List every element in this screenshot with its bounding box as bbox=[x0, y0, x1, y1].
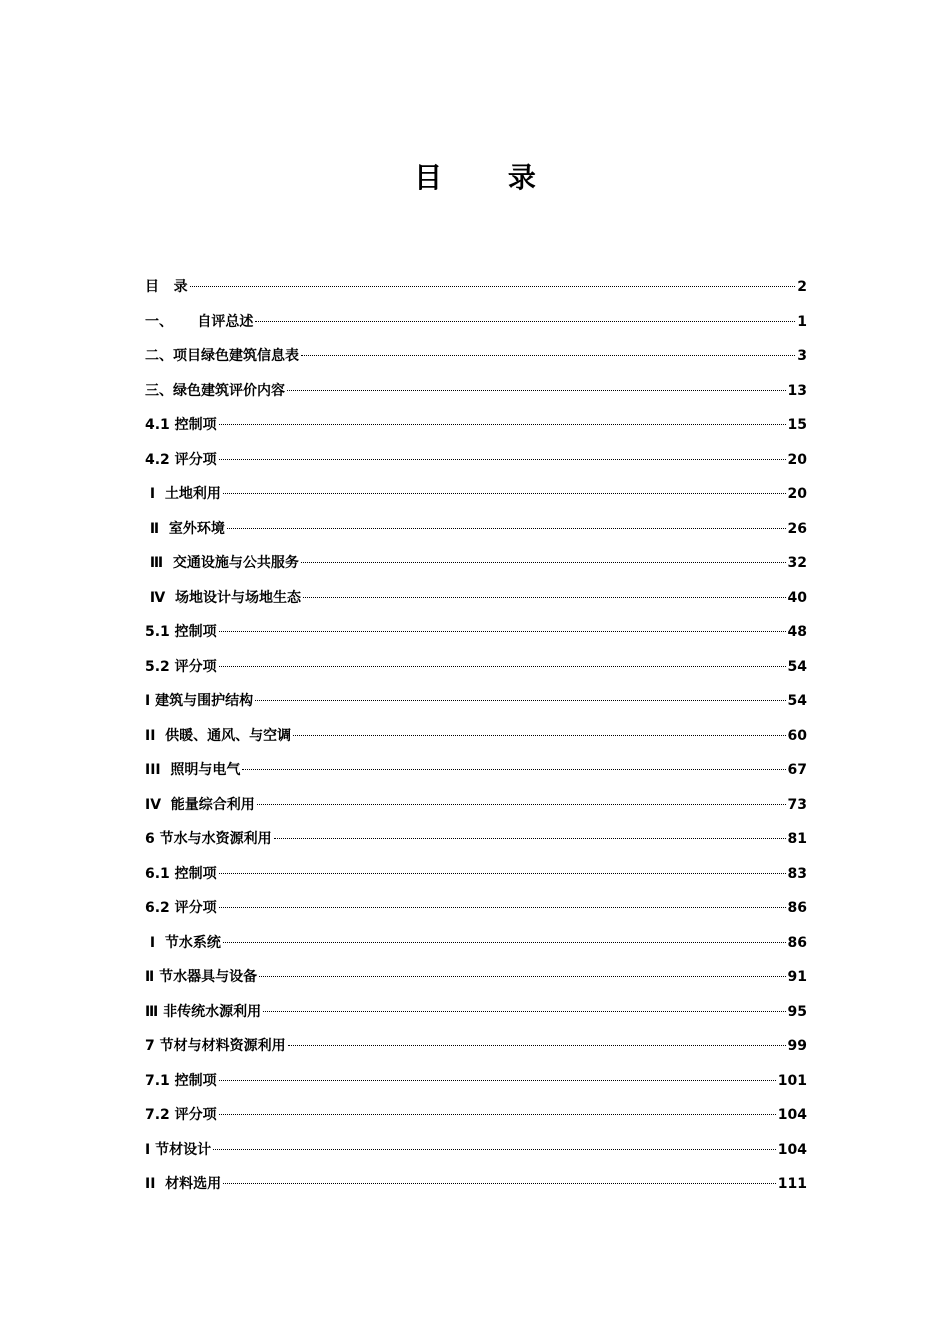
toc-entry-page-number: 20 bbox=[787, 451, 807, 468]
toc-entry[interactable] bbox=[145, 650, 807, 685]
toc-entry-page-number: 2 bbox=[797, 279, 807, 295]
toc-entry-page-number: 54 bbox=[787, 693, 807, 709]
dot-leader bbox=[288, 1045, 786, 1046]
toc-entry-page-number: 48 bbox=[787, 624, 807, 640]
toc-entry[interactable] bbox=[145, 581, 807, 616]
toc-entry[interactable] bbox=[145, 339, 807, 374]
toc-entry-label: II 材料选用 bbox=[145, 1176, 222, 1192]
toc-entry-label: I 建筑与围护结构 bbox=[145, 693, 254, 709]
toc-entry-label: 6.2 评分项 bbox=[145, 900, 217, 916]
toc-entry-page-number: 32 bbox=[787, 555, 807, 571]
toc-entry[interactable] bbox=[145, 960, 807, 995]
toc-entry-page-number: 83 bbox=[787, 865, 807, 882]
toc-entry[interactable] bbox=[145, 374, 807, 409]
toc-entry[interactable] bbox=[145, 753, 807, 788]
toc-entry-label: 7 节材与材料资源利用 bbox=[145, 1038, 286, 1054]
toc-entry-page-number: 104 bbox=[777, 1107, 807, 1123]
toc-entry-page-number: 86 bbox=[787, 934, 807, 951]
toc-entry[interactable] bbox=[145, 408, 807, 443]
toc-entry-label: Ⅲ 非传统水源利用 bbox=[145, 1003, 262, 1020]
toc-entry-page-number: 104 bbox=[777, 1141, 807, 1158]
toc-entry-page-number: 40 bbox=[787, 589, 807, 606]
toc-entry-page-number: 73 bbox=[787, 796, 807, 813]
toc-entry[interactable] bbox=[145, 270, 807, 305]
dot-leader bbox=[263, 1011, 785, 1012]
toc-entry-label: Ⅰ 节水系统 bbox=[145, 934, 221, 951]
toc-entry[interactable] bbox=[145, 891, 807, 926]
dot-leader bbox=[219, 459, 786, 460]
dot-leader bbox=[219, 424, 786, 425]
dot-leader bbox=[219, 873, 786, 874]
toc-entry-label: III 照明与电气 bbox=[145, 762, 241, 778]
toc-entry-label: 目 录 bbox=[145, 279, 188, 295]
toc-entry[interactable] bbox=[145, 615, 807, 650]
toc-entry[interactable] bbox=[145, 822, 807, 857]
toc-entry-label: II 供暖、通风、与空调 bbox=[145, 727, 292, 744]
toc-entry-page-number: 111 bbox=[777, 1176, 807, 1192]
dot-leader bbox=[219, 631, 786, 632]
dot-leader bbox=[219, 907, 786, 908]
dot-leader bbox=[255, 321, 795, 322]
toc-entry-label: 二、项目绿色建筑信息表 bbox=[145, 348, 299, 364]
dot-leader bbox=[213, 1149, 776, 1150]
toc-entry-page-number: 67 bbox=[787, 762, 807, 778]
dot-leader bbox=[259, 976, 785, 977]
toc-entry-label: Ⅱ 节水器具与设备 bbox=[145, 969, 258, 985]
toc-entry-page-number: 1 bbox=[797, 313, 807, 330]
toc-entry-page-number: 60 bbox=[787, 727, 807, 744]
dot-leader bbox=[274, 838, 786, 839]
toc-entry-page-number: 20 bbox=[787, 486, 807, 502]
toc-entry-label: Ⅱ 室外环境 bbox=[145, 520, 225, 537]
page-title: 目 录 bbox=[414, 161, 564, 194]
dot-leader bbox=[223, 493, 786, 494]
dot-leader bbox=[287, 390, 786, 391]
table-of-contents bbox=[145, 270, 807, 1202]
dot-leader bbox=[227, 528, 786, 529]
toc-entry-page-number: 13 bbox=[787, 382, 807, 399]
toc-entry-page-number: 81 bbox=[787, 831, 807, 847]
dot-leader bbox=[255, 700, 785, 701]
toc-entry[interactable] bbox=[145, 443, 807, 478]
dot-leader bbox=[223, 942, 786, 943]
toc-entry-label: IV 能量综合利用 bbox=[145, 796, 255, 813]
toc-entry-label: 4.2 评分项 bbox=[145, 451, 217, 468]
toc-entry[interactable] bbox=[145, 926, 807, 961]
toc-entry-page-number: 101 bbox=[777, 1072, 807, 1089]
toc-entry-page-number: 54 bbox=[787, 658, 807, 675]
toc-entry-label: 6.1 控制项 bbox=[145, 865, 217, 882]
toc-entry-label: Ⅲ 交通设施与公共服务 bbox=[145, 555, 299, 571]
toc-entry-page-number: 91 bbox=[787, 969, 807, 985]
dot-leader bbox=[190, 286, 796, 287]
dot-leader bbox=[257, 804, 786, 805]
toc-entry[interactable] bbox=[145, 719, 807, 754]
dot-leader bbox=[293, 735, 785, 736]
toc-entry[interactable] bbox=[145, 546, 807, 581]
dot-leader bbox=[301, 562, 786, 563]
toc-entry-page-number: 26 bbox=[787, 520, 807, 537]
dot-leader bbox=[301, 355, 795, 356]
toc-entry-label: Ⅳ 场地设计与场地生态 bbox=[145, 589, 302, 606]
toc-entry[interactable] bbox=[145, 1167, 807, 1202]
dot-leader bbox=[223, 1183, 776, 1184]
toc-entry-label: Ⅰ 土地利用 bbox=[145, 486, 221, 502]
toc-entry[interactable] bbox=[145, 1098, 807, 1133]
toc-entry[interactable] bbox=[145, 857, 807, 892]
toc-entry-page-number: 99 bbox=[787, 1038, 807, 1054]
toc-entry-label: 一、 自评总述 bbox=[145, 313, 254, 330]
toc-entry[interactable] bbox=[145, 1029, 807, 1064]
toc-entry-label: 4.1 控制项 bbox=[145, 417, 217, 433]
toc-entry-page-number: 15 bbox=[787, 417, 807, 433]
toc-entry[interactable] bbox=[145, 1064, 807, 1099]
toc-entry-label: 6 节水与水资源利用 bbox=[145, 831, 272, 847]
toc-entry[interactable] bbox=[145, 477, 807, 512]
toc-entry-page-number: 95 bbox=[787, 1003, 807, 1020]
toc-entry-label: 5.1 控制项 bbox=[145, 624, 217, 640]
toc-entry-label: I 节材设计 bbox=[145, 1141, 212, 1158]
toc-entry-page-number: 86 bbox=[787, 900, 807, 916]
toc-entry-label: 三、绿色建筑评价内容 bbox=[145, 382, 285, 399]
toc-entry[interactable] bbox=[145, 788, 807, 823]
dot-leader bbox=[303, 597, 786, 598]
toc-entry-label: 7.1 控制项 bbox=[145, 1072, 217, 1089]
toc-entry-label: 7.2 评分项 bbox=[145, 1107, 217, 1123]
toc-entry[interactable] bbox=[145, 684, 807, 719]
toc-entry[interactable] bbox=[145, 512, 807, 547]
dot-leader bbox=[242, 769, 785, 770]
toc-entry-page-number: 3 bbox=[797, 348, 807, 364]
dot-leader bbox=[219, 1080, 776, 1081]
toc-entry[interactable] bbox=[145, 995, 807, 1030]
toc-entry-label: 5.2 评分项 bbox=[145, 658, 217, 675]
toc-entry[interactable] bbox=[145, 1133, 807, 1168]
toc-entry[interactable] bbox=[145, 305, 807, 340]
dot-leader bbox=[219, 666, 786, 667]
dot-leader bbox=[219, 1114, 776, 1115]
